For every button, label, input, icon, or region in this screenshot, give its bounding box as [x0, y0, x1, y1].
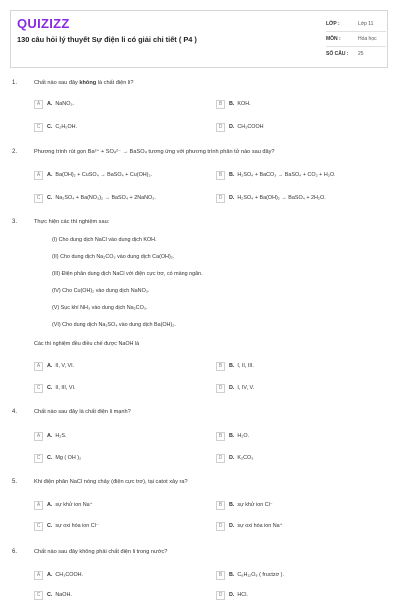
option-text: sự khử ion Na⁺ — [55, 502, 93, 508]
option-box: A — [34, 501, 43, 510]
option-text: Na₂SO₄ + Ba(NO₃)₂ → BaSO₄ + 2NaNO₃. — [55, 195, 156, 201]
option-letter: A. — [47, 172, 53, 178]
meta-row-count — [326, 47, 386, 61]
option-text: II, V, VI. — [55, 363, 75, 369]
option-box: A — [34, 432, 43, 441]
experiment-item: (II) Cho dung dịch Na₂CO₃ vào dung dịch Ca(OH)₂. — [52, 254, 175, 260]
question-text: Thực hiện các thí nghiệm sau: — [34, 219, 110, 225]
meta-label: SỐ CÂU : — [326, 51, 349, 57]
option-box: A — [34, 171, 43, 180]
option-letter: B. — [229, 172, 235, 178]
option-text: sự oxi hóa ion Cl⁻ — [55, 523, 99, 529]
option-text: sự oxi hóa ion Na⁺ — [237, 523, 283, 529]
option-b[interactable] — [216, 361, 254, 371]
option-c[interactable] — [34, 193, 156, 203]
option-letter: C. — [47, 523, 53, 529]
option-box: B — [216, 501, 225, 510]
option-text: CH₃COOH — [237, 124, 264, 130]
question-text-pre: Chất nào sau đây — [34, 80, 80, 86]
option-box: D — [216, 123, 225, 132]
option-c[interactable] — [34, 122, 77, 132]
option-box: C — [34, 384, 43, 393]
option-text: Ba(OH)₂ + CuSO₄ → BaSO₄ + Cu(OH)₂. — [55, 172, 153, 178]
question-number: 2. — [12, 149, 18, 155]
option-letter: B. — [229, 101, 235, 107]
option-b[interactable] — [216, 570, 284, 580]
question-text: Chất nào sau đây không phải chất điện li trong nước? — [34, 549, 168, 555]
option-b[interactable] — [216, 170, 336, 180]
option-b[interactable] — [216, 500, 273, 510]
meta-label: LỚP : — [326, 21, 340, 27]
option-c[interactable] — [34, 590, 72, 600]
option-letter: C. — [47, 195, 53, 201]
option-box: B — [216, 432, 225, 441]
option-text: H₂O. — [237, 433, 250, 439]
question-number: 4. — [12, 409, 18, 415]
option-box: D — [216, 454, 225, 463]
option-letter: D. — [229, 523, 235, 529]
option-d[interactable] — [216, 193, 326, 203]
option-box: B — [216, 362, 225, 371]
quizizz-logo: QUIZIZZ — [17, 16, 70, 31]
option-text: NaNO₃. — [55, 101, 75, 107]
option-text: K₂CO₃ — [237, 455, 254, 461]
option-d[interactable] — [216, 383, 254, 393]
option-letter: D. — [229, 592, 235, 598]
option-box: D — [216, 194, 225, 203]
option-letter: B. — [229, 502, 235, 508]
option-d[interactable] — [216, 590, 248, 600]
option-a[interactable] — [34, 431, 67, 441]
option-box: C — [34, 194, 43, 203]
question-number: 1. — [12, 80, 18, 86]
option-b[interactable] — [216, 431, 249, 441]
option-c[interactable] — [34, 453, 81, 463]
experiment-item: (V) Sục khí NH₃ vào dung dịch Na₂CO₃. — [52, 305, 148, 311]
option-a[interactable] — [34, 170, 152, 180]
option-letter: D. — [229, 124, 235, 130]
option-letter: B. — [229, 572, 235, 578]
option-box: D — [216, 591, 225, 600]
option-letter: C. — [47, 455, 53, 461]
option-d[interactable] — [216, 521, 283, 531]
option-a[interactable] — [34, 361, 74, 371]
option-d[interactable] — [216, 453, 253, 463]
option-a[interactable] — [34, 99, 74, 109]
option-text: I, IV, V. — [237, 385, 255, 391]
option-letter: A. — [47, 363, 53, 369]
option-b[interactable] — [216, 99, 251, 109]
option-text: II, III, VI. — [55, 385, 76, 391]
option-box: B — [216, 571, 225, 580]
question-text — [34, 80, 384, 87]
option-box: A — [34, 571, 43, 580]
option-box: D — [216, 384, 225, 393]
option-text: C₆H₁₂O₆ ( fructzơ ). — [237, 572, 284, 578]
question-prompt: Các thí nghiệm đều điều chế được NaOH là — [34, 341, 140, 347]
option-box: C — [34, 522, 43, 531]
option-letter: D. — [229, 195, 235, 201]
option-box: B — [216, 171, 225, 180]
question-text: Khi điện phân NaCl nóng chảy (điện cực trơ), tại catot xảy ra? — [34, 479, 188, 485]
question-number: 5. — [12, 479, 18, 485]
question-number: 6. — [12, 549, 18, 555]
meta-value: Lớp 11 — [358, 21, 374, 27]
option-text: H₂SO₄ + Ba(OH)₂ → BaSO₄ + 2H₂O. — [237, 195, 326, 201]
option-text: HCl. — [237, 592, 248, 598]
option-text: CH₃COOH. — [55, 572, 84, 578]
meta-value: Hóa học — [358, 36, 377, 42]
option-d[interactable] — [216, 122, 264, 132]
experiment-item: (IV) Cho Cu(OH)₂ vào dung dịch NaNO₃. — [52, 288, 150, 294]
page-title: 130 câu hỏi lý thuyết Sự điện li có giải chi tiết ( P4 ) — [17, 35, 197, 44]
option-text: KOH. — [237, 101, 251, 107]
option-box: C — [34, 591, 43, 600]
option-letter: A. — [47, 101, 53, 107]
experiment-item: (VI) Cho dung dịch Na₂SO₄ vào dung dịch Ba(OH)₂. — [52, 322, 176, 328]
option-box: A — [34, 362, 43, 371]
option-box: C — [34, 123, 43, 132]
option-letter: D. — [229, 455, 235, 461]
option-letter: A. — [47, 572, 53, 578]
meta-value: 25 — [358, 51, 364, 57]
option-letter: D. — [229, 385, 235, 391]
option-box: D — [216, 522, 225, 531]
question-text: Phương trình rút gọn Ba²⁺ + SO₄²⁻ → BaSO₄ tương ứng với phương trình phân tử nào sau đây? — [34, 149, 275, 155]
option-letter: A. — [47, 502, 53, 508]
option-letter: B. — [229, 363, 235, 369]
option-box: B — [216, 100, 225, 109]
option-text: NaOH. — [55, 592, 72, 598]
option-text: I, II, III. — [237, 363, 254, 369]
question-text-post: là chất điện li? — [96, 80, 134, 86]
option-letter: B. — [229, 433, 235, 439]
experiment-item: (III) Điện phân dung dịch NaCl với điện cực trơ, có màng ngăn. — [52, 271, 203, 277]
option-letter: C. — [47, 385, 53, 391]
option-c[interactable] — [34, 383, 75, 393]
worksheet-header — [10, 10, 388, 68]
meta-row-subject — [326, 32, 386, 47]
option-letter: C. — [47, 124, 53, 130]
meta-row-class — [326, 17, 386, 32]
question-text: Chất nào sau đây là chất điện li mạnh? — [34, 409, 131, 415]
option-text: sự khử ion Cl⁻ — [237, 502, 273, 508]
option-a[interactable] — [34, 500, 92, 510]
option-letter: A. — [47, 433, 53, 439]
option-text: C₂H₅OH. — [55, 124, 78, 130]
meta-table — [326, 17, 386, 61]
option-text: Mg ( OH )₂ — [55, 455, 82, 461]
question-number: 3. — [12, 219, 18, 225]
meta-label: MÔN : — [326, 36, 341, 42]
option-box: C — [34, 454, 43, 463]
option-letter: C. — [47, 592, 53, 598]
option-a[interactable] — [34, 570, 83, 580]
option-box: A — [34, 100, 43, 109]
option-c[interactable] — [34, 521, 99, 531]
option-text: H₂SO₄ + BaCO₃ → BaSO₄ + CO₂ + H₂O. — [237, 172, 336, 178]
experiment-item: (I) Cho dung dịch NaCl vào dung dịch KOH. — [52, 237, 157, 243]
question-text-emphasis: không — [79, 80, 97, 86]
option-text: H₂S. — [55, 433, 67, 439]
